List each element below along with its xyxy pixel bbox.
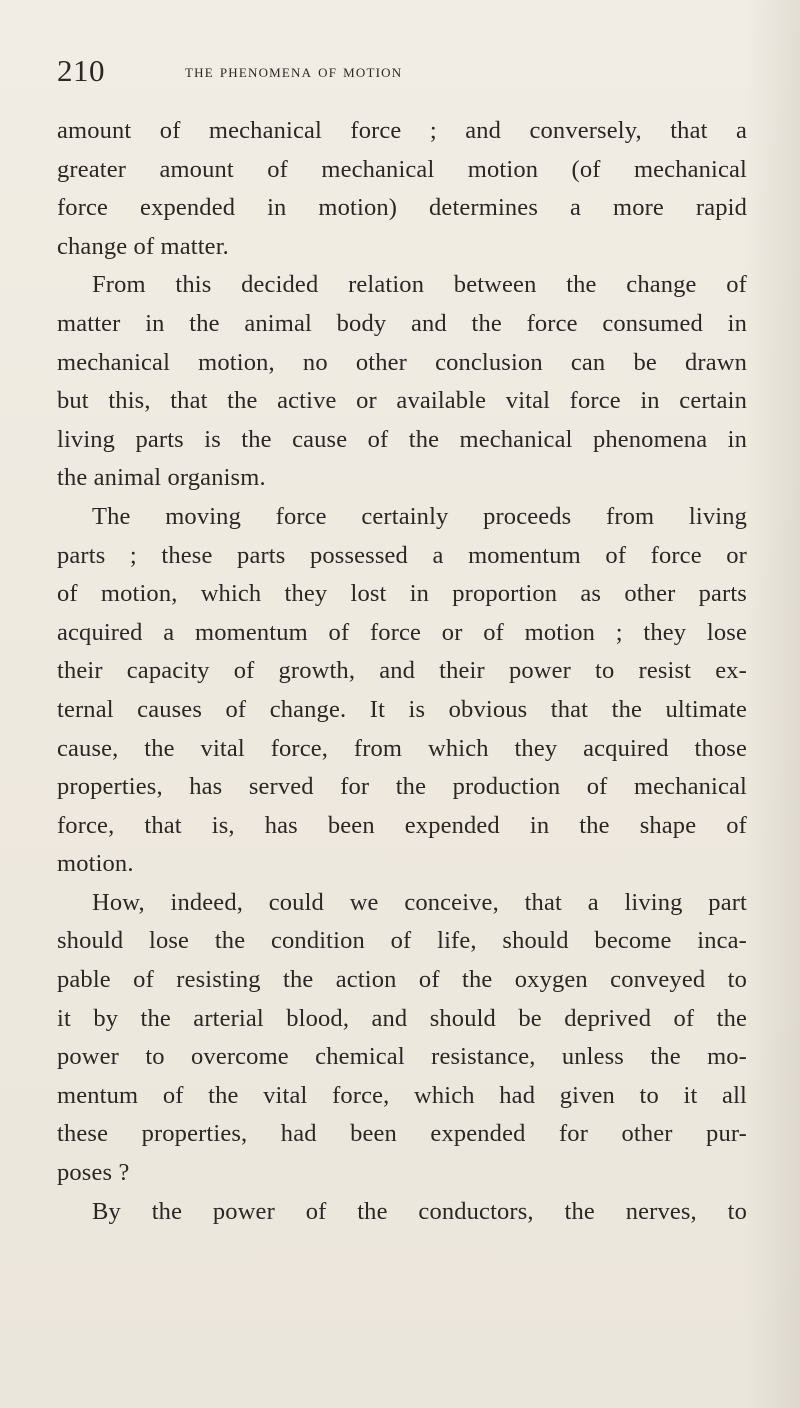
text-line: acquired a momentum of force or of motion ; they lose: [57, 618, 747, 646]
text-line: motion.: [57, 850, 134, 878]
text-line: matter in the animal body and the force consumed in: [57, 309, 747, 337]
text-line: How, indeed, could we conceive, that a living part: [92, 888, 747, 916]
text-line: cause, the vital force, from which they acquired those: [57, 734, 747, 762]
text-line: it by the arterial blood, and should be deprived of the: [57, 1004, 747, 1032]
text-line: these properties, had been expended for other pur-: [57, 1120, 747, 1148]
text-line: force expended in motion) determines a more rapid: [57, 194, 747, 222]
text-line: ternal causes of change. It is obvious that the ultimate: [57, 695, 747, 723]
text-line: change of matter.: [57, 232, 229, 260]
text-line: greater amount of mechanical motion (of mechanical: [57, 155, 747, 183]
text-line: By the power of the conductors, the nerves, to: [92, 1197, 747, 1225]
body-text: [57, 112, 747, 1231]
text-line: the animal organism.: [57, 464, 266, 492]
text-line: poses ?: [57, 1159, 130, 1187]
text-line: parts ; these parts possessed a momentum of force or: [57, 541, 747, 569]
text-line: From this decided relation between the change of: [92, 271, 747, 299]
text-line: but this, that the active or available vital force in certain: [57, 387, 747, 415]
text-line: living parts is the cause of the mechanical phenomena in: [57, 425, 747, 453]
text-line: power to overcome chemical resistance, unless the mo-: [57, 1043, 747, 1071]
text-line: mechanical motion, no other conclusion can be drawn: [57, 348, 747, 376]
text-line: The moving force certainly proceeds from living: [92, 502, 747, 530]
text-line: force, that is, has been expended in the shape of: [57, 811, 747, 839]
text-line: properties, has served for the production of mechanical: [57, 773, 747, 801]
text-line: pable of resisting the action of the oxygen conveyed to: [57, 966, 747, 994]
text-line: their capacity of growth, and their power to resist ex-: [57, 657, 747, 685]
text-line: should lose the condition of life, should become inca-: [57, 927, 747, 955]
running-head: [57, 54, 747, 88]
text-line: amount of mechanical force ; and conversely, that a: [57, 117, 747, 144]
text-line: of motion, which they lost in proportion as other parts: [57, 580, 747, 608]
running-title: the phenomena of motion: [185, 61, 403, 82]
page-number: 210: [57, 53, 105, 88]
text-line: mentum of the vital force, which had given to it all: [57, 1081, 747, 1109]
